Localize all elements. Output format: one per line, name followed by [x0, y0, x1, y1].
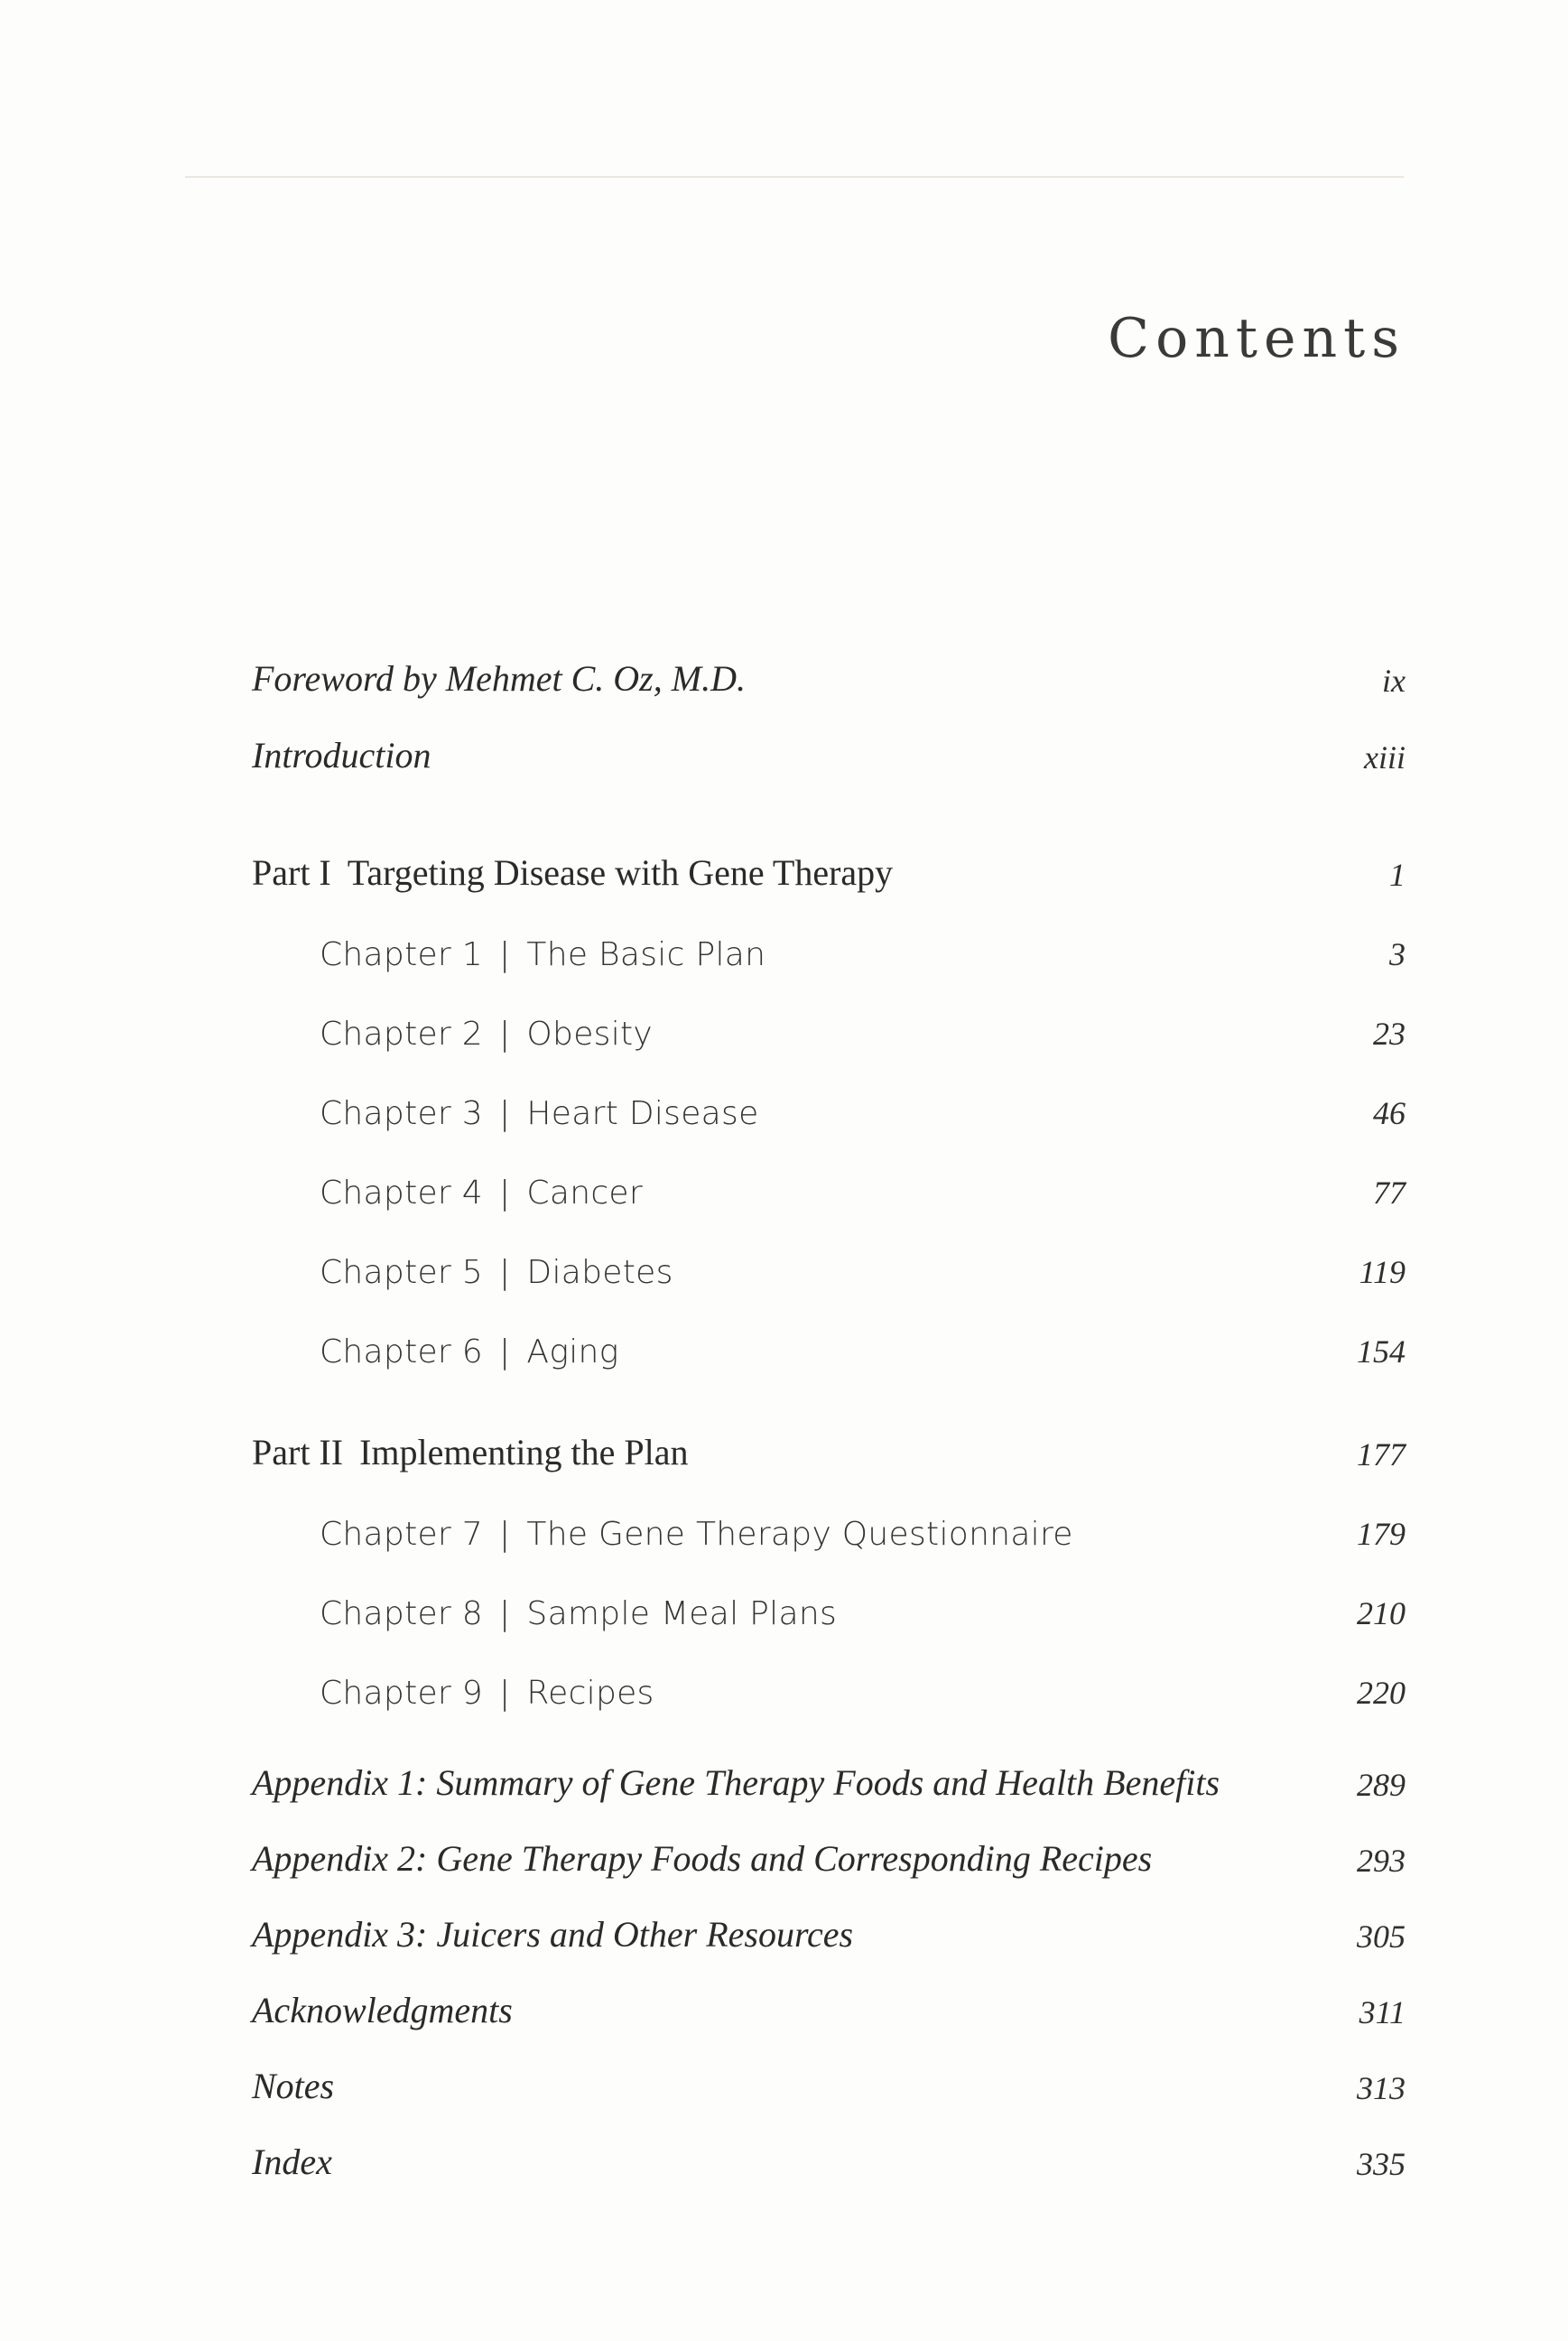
entry-page: 23 — [1373, 1016, 1406, 1052]
toc-entry-index[interactable] — [252, 2129, 1406, 2183]
chapter-label — [320, 1333, 619, 1370]
toc-entry-chapter-8[interactable] — [252, 1578, 1406, 1632]
entry-label: Appendix 2: Gene Therapy Foods and Corresponding Recipes — [252, 1838, 1153, 1879]
chapter-label — [320, 1675, 654, 1712]
entry-page: xiii — [1364, 739, 1406, 776]
part-number: Part II — [252, 1432, 344, 1472]
toc-entry-chapter-5[interactable] — [252, 1237, 1406, 1291]
toc-entry-chapter-1[interactable] — [252, 919, 1406, 973]
toc-entry-foreword[interactable] — [252, 646, 1406, 700]
entry-page: ix — [1382, 663, 1406, 699]
chapter-title: Sample Meal Plans — [526, 1595, 838, 1632]
toc-entry-chapter-7[interactable] — [252, 1499, 1406, 1553]
chapter-number: Chapter 9 — [320, 1675, 483, 1712]
chapter-number: Chapter 8 — [320, 1595, 483, 1632]
chapter-number: Chapter 1 — [320, 936, 483, 973]
chapter-title: Recipes — [526, 1675, 654, 1712]
entry-label: Index — [252, 2141, 332, 2182]
part-heading — [252, 851, 893, 894]
toc-entry-chapter-6[interactable] — [252, 1316, 1406, 1370]
chapter-label — [320, 1516, 1073, 1553]
chapter-title: Diabetes — [526, 1254, 673, 1291]
toc-entry-appendix-2[interactable] — [252, 1825, 1406, 1880]
chapter-separator: | — [498, 936, 511, 973]
entry-page: 220 — [1357, 1675, 1406, 1711]
part-heading — [252, 1431, 688, 1473]
chapter-title: Heart Disease — [526, 1095, 759, 1132]
part-title: Targeting Disease with Gene Therapy — [347, 852, 894, 893]
chapter-separator: | — [498, 1516, 511, 1553]
chapter-separator: | — [498, 1175, 511, 1212]
toc-entry-chapter-9[interactable] — [252, 1658, 1406, 1712]
chapter-number: Chapter 7 — [320, 1516, 483, 1553]
chapter-title: The Basic Plan — [526, 936, 766, 973]
chapter-separator: | — [498, 1333, 511, 1370]
toc-entry-chapter-4[interactable] — [252, 1157, 1406, 1212]
header-rule — [185, 176, 1404, 178]
chapter-title: The Gene Therapy Questionnaire — [526, 1516, 1073, 1553]
entry-page: 305 — [1357, 1918, 1406, 1955]
toc-entry-notes[interactable] — [252, 2053, 1406, 2107]
entry-page: 1 — [1389, 857, 1406, 893]
entry-label: Acknowledgments — [252, 1990, 513, 2030]
entry-page: 3 — [1389, 936, 1406, 972]
chapter-title: Obesity — [526, 1016, 654, 1053]
chapter-title: Cancer — [526, 1175, 643, 1212]
chapter-label — [320, 1175, 643, 1212]
toc-entry-chapter-3[interactable] — [252, 1078, 1406, 1132]
entry-page: 313 — [1357, 2070, 1406, 2106]
toc-entry-introduction[interactable] — [252, 722, 1406, 776]
part-number: Part I — [252, 852, 331, 893]
entry-page: 179 — [1357, 1516, 1406, 1552]
chapter-label — [320, 1254, 673, 1291]
chapter-label — [320, 936, 765, 973]
entry-page: 46 — [1373, 1095, 1406, 1131]
chapter-number: Chapter 5 — [320, 1254, 483, 1291]
chapter-number: Chapter 3 — [320, 1095, 483, 1132]
entry-page: 335 — [1357, 2146, 1406, 2182]
entry-page: 119 — [1359, 1254, 1406, 1290]
chapter-title: Aging — [526, 1333, 619, 1370]
chapter-label — [320, 1095, 759, 1132]
entry-label: Appendix 1: Summary of Gene Therapy Foods and Health Benefits — [252, 1762, 1220, 1803]
toc-entry-acknowledgments[interactable] — [252, 1977, 1406, 2031]
part-title: Implementing the Plan — [359, 1432, 689, 1472]
entry-page: 210 — [1357, 1595, 1406, 1631]
chapter-number: Chapter 6 — [320, 1333, 483, 1370]
entry-label: Foreword by Mehmet C. Oz, M.D. — [252, 658, 746, 699]
chapter-separator: | — [498, 1016, 511, 1053]
toc-entry-appendix-3[interactable] — [252, 1901, 1406, 1955]
entry-page: 177 — [1357, 1436, 1406, 1472]
chapter-label — [320, 1595, 837, 1632]
toc-entry-chapter-2[interactable] — [252, 999, 1406, 1053]
toc-entry-part-2[interactable] — [252, 1419, 1406, 1473]
entry-page: 311 — [1359, 1994, 1406, 2030]
chapter-number: Chapter 2 — [320, 1016, 483, 1053]
entry-label: Appendix 3: Juicers and Other Resources — [252, 1914, 854, 1955]
entry-label: Introduction — [252, 735, 431, 776]
toc-entry-appendix-1[interactable] — [252, 1750, 1406, 1804]
entry-page: 154 — [1357, 1333, 1406, 1370]
chapter-separator: | — [498, 1675, 511, 1712]
entry-label: Notes — [252, 2066, 335, 2106]
chapter-separator: | — [498, 1254, 511, 1291]
entry-page: 293 — [1357, 1843, 1406, 1879]
chapter-label — [320, 1016, 653, 1053]
chapter-separator: | — [498, 1095, 511, 1132]
toc-entry-part-1[interactable] — [252, 840, 1406, 894]
page-title: Contents — [1108, 307, 1406, 370]
chapter-number: Chapter 4 — [320, 1175, 483, 1212]
entry-page: 289 — [1357, 1767, 1406, 1803]
entry-page: 77 — [1373, 1175, 1406, 1211]
chapter-separator: | — [498, 1595, 511, 1632]
